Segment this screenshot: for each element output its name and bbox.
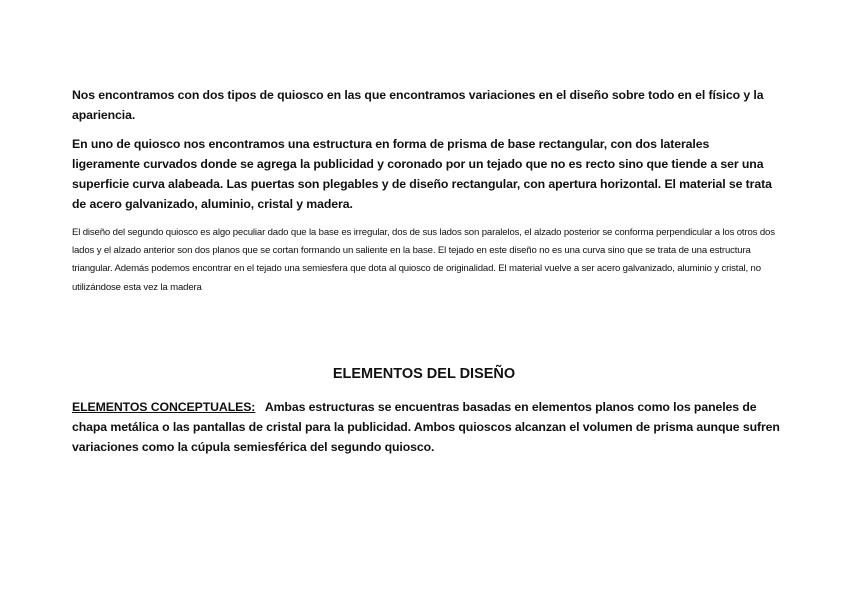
- first-kiosk-paragraph: En uno de quiosco nos encontramos una estructura en forma de prisma de base rectangular, con dos laterales ligeramente curvados donde se agrega la publicidad y coronado por un tejado que no es recto sino que tiende a ser una superficie curva alabeada. Las puertas son plegables y de diseño rectangular, con apertura horizontal. El material se trata de acero galvanizado, aluminio, cristal y madera.: [72, 137, 772, 211]
- second-kiosk-paragraph: El diseño del segundo quiosco es algo peculiar dado que la base es irregular, dos de sus lados son paralelos, el alzado posterior se conforma perpendicular a los otros dos lados y el alzado anterior son dos planos que se cortan formando un saliente en la base. El tejado en este diseño no es una curva sino que se trata de una estructura triangular. Además podemos encontrar en el tejado una semiesfera que dota al quiosco de originalidad. El material vuelve a ser acero galvanizado, aluminio y cristal, no utilizándose esta vez la madera: [72, 227, 775, 293]
- section-heading: ELEMENTOS DEL DISEÑO: [332, 366, 516, 382]
- conceptual-elements-text: Ambas estructuras se encuentras basadas en elementos planos como los paneles de chapa metálica o las pantallas de cristal para la publicidad. Ambos quioscos alcanzan el volumen de prisma aunque sufren variaciones como la cúpula semiesférica del segundo quiosco.: [72, 400, 780, 454]
- intro-paragraph: Nos encontramos con dos tipos de quiosco en las que encontramos variaciones en el diseño sobre todo en el físico y la apariencia.: [72, 88, 764, 122]
- conceptual-elements-paragraph: [72, 397, 780, 457]
- conceptual-elements-label: ELEMENTOS CONCEPTUALES:: [72, 400, 256, 414]
